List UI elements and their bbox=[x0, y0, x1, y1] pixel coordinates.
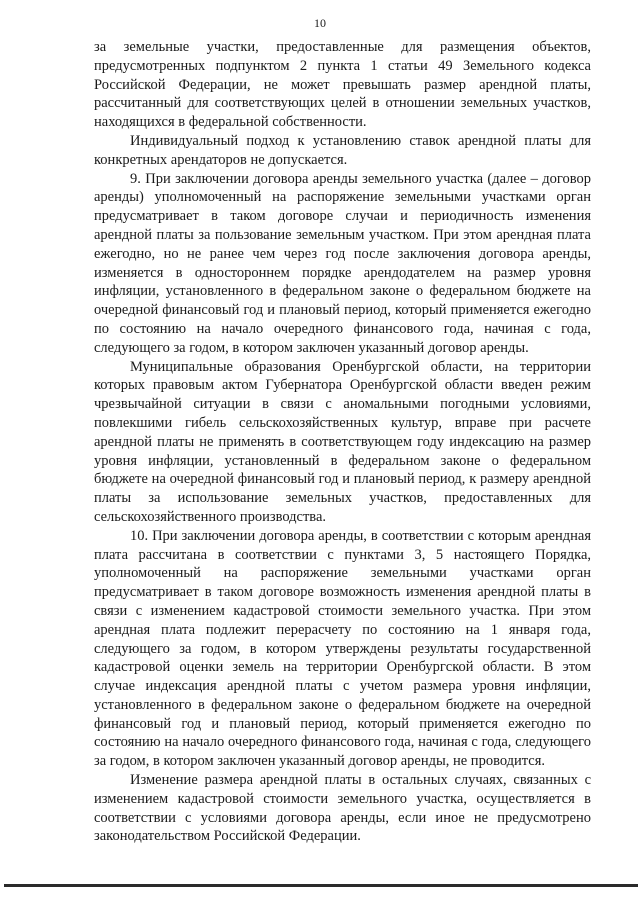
paragraph-other-cases: Изменение размера арендной платы в остальных случаях, связанных с изменением кадастровой стоимости земельного участка, осуществляется в соответствии с условиями договора аренды, если иное не предусмотрено законодательством Российской Федерации. bbox=[94, 772, 591, 845]
bottom-rule bbox=[4, 884, 638, 887]
paragraph-land-plots-rent-limit: за земельные участки, предоставленные для размещения объектов, предусмотренных подпунктом 2 пункта 1 статьи 49 Земельного кодекса Российской Федерации, не может превышать размер арендной платы, рассчитанный для соответствующих целей в отношении земельных участков, находящихся в федеральной собственности. bbox=[94, 39, 591, 131]
paragraph-individual-approach: Индивидуальный подход к установлению ставок арендной платы для конкретных арендаторов не допускается. bbox=[94, 132, 591, 168]
page-number: 10 bbox=[314, 16, 326, 30]
paragraph-item-10: 10. При заключении договора аренды, в соответствии с которым арендная плата рассчитана в соответствии с пунктами 3, 5 настоящего Порядка, уполномоченный на распоряжение земельными участками орган предусматривает в таком договоре возможность изменения арендной платы в связи с изменением кадастровой стоимости земельного участка. При этом арендная плата подлежит перерасчету по состоянию на 1 января года, следующего за годом, в котором утверждены результаты государственной кадастровой оценки земель на территории Оренбургской области. В этом случае индексация арендной платы с учетом размера уровня инфляции, установленного в федеральном законе о федеральном бюджете на очередной финансовый год и плановый период, который применяется ежегодно по состоянию на начало очередного финансового года, начиная с года, следующего за годом, в котором заключен указанный договор аренды, не проводится. bbox=[94, 527, 591, 770]
document-body bbox=[94, 38, 591, 846]
paragraph-municipalities-emergency: Муниципальные образования Оренбургской области, на территории которых правовым актом Губернатора Оренбургской области введен режим чрезвычайной ситуации в связи с аномальными погодными условиями, повлекшими гибель сельскохозяйственных культур, вправе при расчете арендной платы не применять в соответствующем году индексацию на размер уровня инфляции, установленный в федеральном законе о федеральном бюджете на очередной финансовый год и плановый период, к размеру арендной платы за использование земельных участков, предоставленных для сельскохозяйственного производства. bbox=[94, 358, 591, 525]
paragraph-item-9: 9. При заключении договора аренды земельного участка (далее – договор аренды) уполномоченный на распоряжение земельными участками орган предусматривает в таком договоре случаи и периодичность изменения арендной платы за пользование земельным участком. При этом арендная плата ежегодно, но не ранее чем через год после заключения договора аренды, изменяется в одностороннем порядке арендодателем на размер уровня инфляции, установленного в федеральном законе о федеральном бюджете на очередной финансовый год и плановый период, который применяется ежегодно по состоянию на начало очередного финансового года, начиная с года, следующего за годом, в котором заключен указанный договор аренды. bbox=[94, 170, 591, 356]
